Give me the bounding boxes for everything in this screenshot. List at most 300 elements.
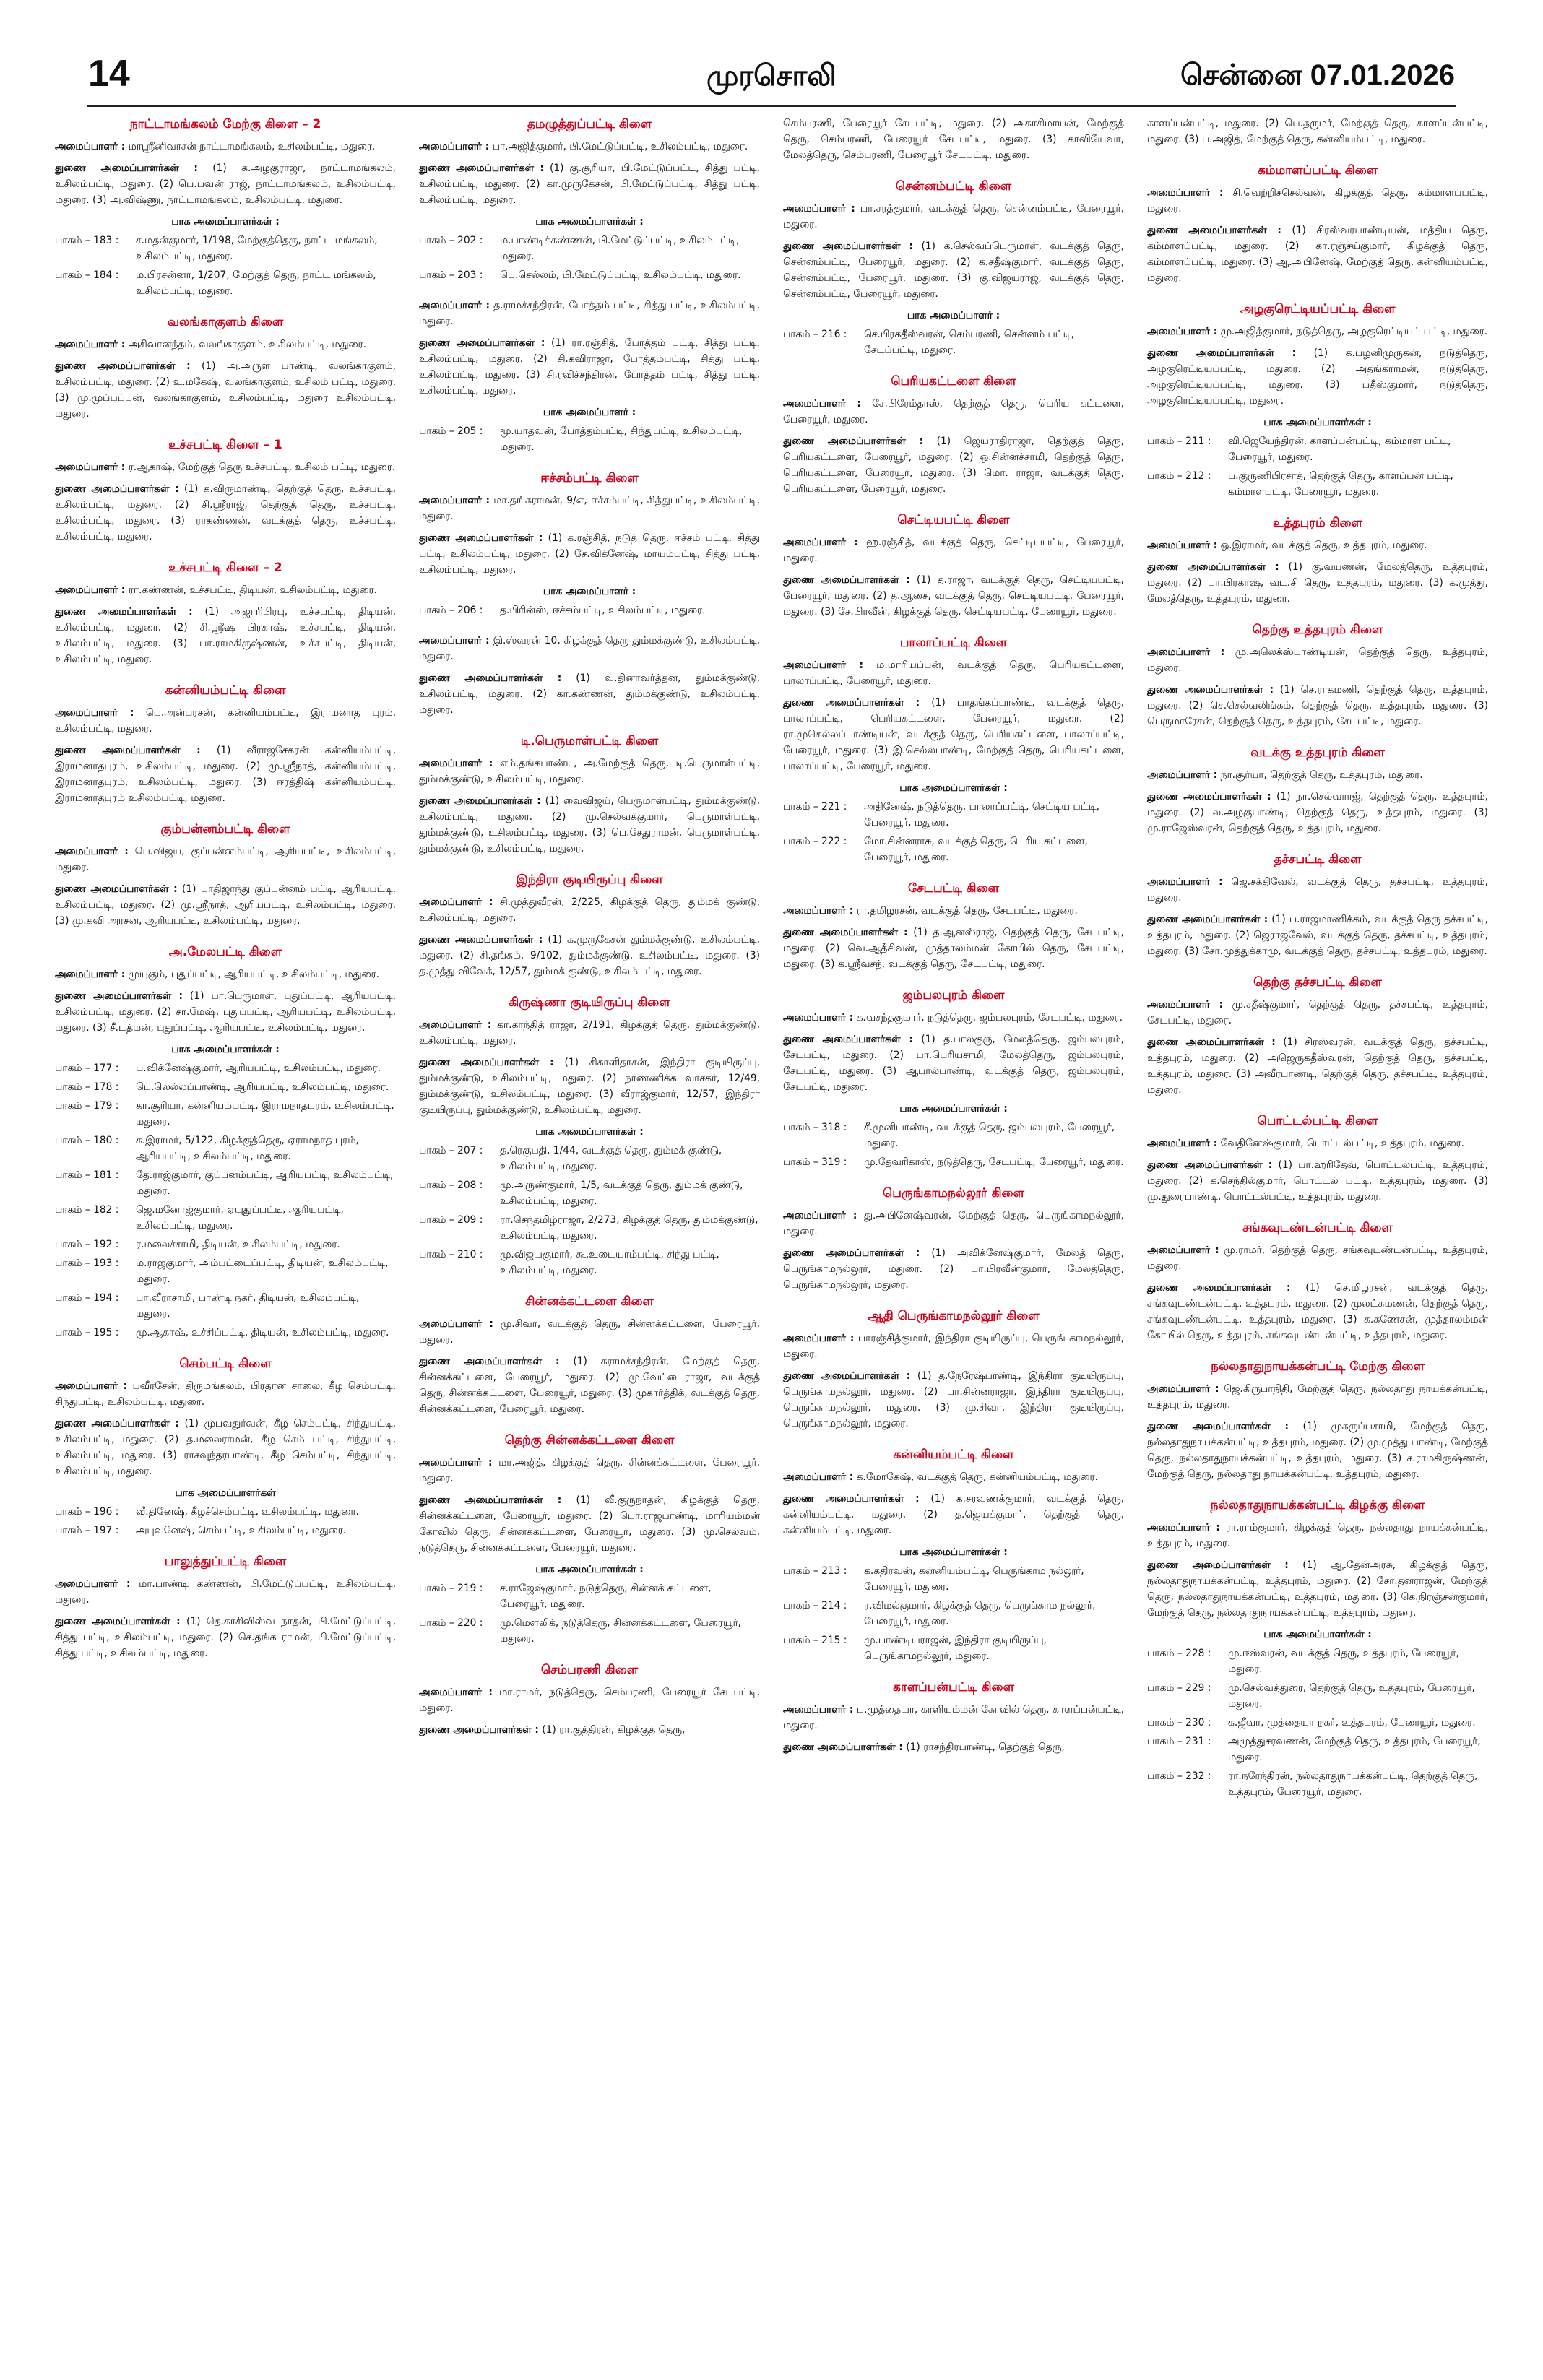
booth-member: ரா.நரேந்திரன், நல்லதாதுநாயக்கன்பட்டி, தெற்குத் தெரு, உத்தபுரம், பேரையூர், மதுரை.	[1228, 1770, 1478, 1798]
member-text: (1) கராமச்சந்திரன், மேற்குத் தெரு, சின்னக்கட்டளை, பேரையூர், மதுரை. (2) மு.வேட்டைராஜா, வடக்குத் தெரு, சின்னக்கட்டளை, பேரையூர், மதுரை. (3) முகார்த்திக், வடக்குத் தெரு, சின்னக்கட்டளை, பேரையூர், மதுரை.	[419, 1356, 761, 1415]
booth-member: அமுத்துசரவணன், மேற்குத் தெரு, உத்தபுரம், பேரையூர், மதுரை.	[1228, 1736, 1481, 1763]
booth-member: மூ.யாதவன், போத்தம்பட்டி, சிந்துபட்டி, உசிலம்பட்டி, மதுரை.	[500, 425, 743, 453]
member-paragraph	[783, 433, 1124, 497]
role-label: அமைப்பாளர் :	[783, 1012, 854, 1024]
member-text: இ.ஸ்வரன் 10, கிழக்குத் தெரு தும்மக்குண்டு, உசிலம்பட்டி, மதுரை.	[419, 635, 760, 662]
member-text: (1) ரா.குத்திரன், கிழக்குத் தெரு,	[538, 1724, 686, 1736]
booth-number: பாகம் – 202 :	[419, 235, 483, 246]
member-paragraph	[419, 493, 760, 524]
booth-number: பாகம் – 212 :	[1147, 470, 1211, 482]
member-text: மா.ராமர், நடுத்தெரு, செம்பரணி, பேரையூர் சேடபட்டி, மதுரை.	[419, 1687, 760, 1714]
member-paragraph	[783, 1031, 1124, 1095]
booth-number: பாகம் – 195 :	[55, 1327, 119, 1338]
member-paragraph	[1147, 997, 1488, 1029]
branch-heading: சங்கவுடண்டன்பட்டி கிளை	[1242, 1221, 1393, 1235]
booth-row	[55, 1202, 396, 1234]
member-text: (1) கு.வயணன், மேலத்தெரு, உத்தபுரம், மதுரை. (2) பா.பிரகாஷ், வட.சி தெரு, உத்தபுரம், மதுரை. (3) க.முத்து, மேலத்தெரு, உத்தபுரம், மதுரை.	[1147, 561, 1488, 605]
booth-row	[55, 1523, 396, 1539]
booth-heading: பாக அமைப்பாளர்கள் :	[899, 1546, 1008, 1558]
branch-heading: ஈச்சம்பட்டி கிளை	[540, 471, 639, 485]
member-paragraph	[1147, 1381, 1488, 1413]
role-label: துணை அமைப்பாளர்கள் :	[55, 745, 201, 756]
branch-section	[783, 178, 1124, 358]
member-paragraph	[1147, 1557, 1488, 1621]
booth-heading: பாக அமைப்பாளர்கள் :	[535, 1126, 644, 1138]
branch-section	[1147, 621, 1488, 730]
role-label: அமைப்பாளர் :	[55, 339, 126, 350]
branch-heading: பாலுத்துப்பட்டி கிளை	[164, 1554, 287, 1569]
branch-section	[55, 682, 396, 806]
member-paragraph	[55, 337, 396, 352]
member-text: (1) அவிக்னேஷ்குமார், மேலத் தெரு, பெருங்காமநல்லூர், மதுரை. (2) பா.பிரவீன்குமார், மேலத்தெரு, பெருங்காமநல்லூர், மதுரை.	[783, 1247, 1125, 1291]
member-text: (1) அஜாரிபிரபு, உச்சபட்டி, திடியன், உசிலம்பட்டி, மதுரை. (2) சி.ஸ்ரீஷ பிரகாஷ், உச்சபட்டி, திடியன், உசிலம்பட்டி, மதுரை. (3) பா.ராமகிருஷ்ணன், உச்சபட்டி, திடியன், உசிலம்பட்டி, மதுரை.	[55, 606, 396, 665]
member-text: (1) முபவதுர்வன், கீழ செம்பட்டி, சிந்துபட்டி, உசிலம்பட்டி, மதுரை. (2) த.மலைராமன், கீழ செம் பட்டி, சிந்துபட்டி, உசிலம்பட்டி, மதுரை. (3) ராசவுந்தரபாண்டி, கீழ செம்பட்டி, சிந்துபட்டி, உசிலம்பட்டி, மதுரை.	[55, 1418, 396, 1477]
booth-member: மு.ஆகாஷ், உச்சிப்பட்டி, திடியன், உசிலம்பட்டி, மதுரை.	[136, 1327, 389, 1338]
member-text: (1) செ.ராகமணி, தெற்குத் தெரு, உத்தபுரம், மதுரை. (2) செ.செல்வலிங்கம், தெற்குத் தெரு, உத்தபுரம், மதுரை. (3) பெருமாரேசன், தெற்குத் தெரு, உத்தபுரம், சேடபட்டி, மதுரை.	[1147, 684, 1488, 727]
role-label: அமைப்பாளர் :	[1147, 326, 1218, 337]
booth-member: செ.பிரகதீஸ்வரன், செம்பரணி, சென்னம் பட்டி, சேடப்பட்டி, மதுரை.	[864, 329, 1074, 356]
booth-row	[1147, 1645, 1488, 1677]
booth-number: பாகம் – 182 :	[55, 1204, 119, 1216]
booth-member: சீ.முனியாண்டி, வடக்குத் தெரு, ஜம்பலபுரம், பேரையூர், மதுரை.	[864, 1122, 1115, 1149]
role-label: துணை அமைப்பாளர்கள் :	[1147, 791, 1271, 802]
member-paragraph	[419, 894, 760, 926]
role-label: அமைப்பாளர் :	[55, 1578, 131, 1590]
role-label: அமைப்பாளர் :	[419, 300, 490, 311]
booth-member: பெ.செல்லம், பி.மேட்டுப்பட்டி, உசிலம்பட்டி, மதுரை.	[500, 269, 741, 281]
role-label: துணை அமைப்பாளர்கள் :	[419, 672, 562, 684]
booth-number: பாகம் – 207 :	[419, 1145, 483, 1156]
booth-row	[419, 602, 760, 618]
branch-heading: உச்சபட்டி கிளை – 2	[168, 561, 282, 575]
member-paragraph	[783, 1010, 1124, 1026]
member-text: (1) சிரஸ்வரன், வடக்குத் தெரு, தச்சபட்டி, உத்தபுரம், மதுரை. (2) அஜெருகதீஸ்வரன், தெற்குத் தெரு, தச்சபட்டி, உத்தபுரம், மதுரை. (3) அவீரபாண்டி, தெற்குத் தெரு, தச்சபட்டி, உத்தபுரம், மதுரை.	[1147, 1037, 1488, 1096]
role-label: அமைப்பாளர் :	[419, 758, 493, 769]
booth-row	[55, 1255, 396, 1287]
branch-section	[419, 1661, 760, 1738]
member-text: ப.முத்தையா, காளியம்மன் கோவில் தெரு, காளப்பன்பட்டி, மதுரை.	[783, 1704, 1124, 1731]
member-paragraph	[783, 572, 1124, 620]
booth-number: பாகம் – 222 :	[783, 836, 847, 847]
booth-row	[1147, 468, 1488, 500]
member-paragraph	[55, 743, 396, 806]
role-label: துணை அமைப்பாளர்கள் :	[419, 163, 545, 174]
role-label: அமைப்பாளர் :	[783, 1471, 854, 1483]
member-paragraph	[1147, 559, 1488, 607]
member-paragraph	[419, 1316, 760, 1348]
booth-row	[419, 1143, 760, 1174]
member-text: பா.சரத்குமார், வடக்குத் தெரு, சென்னம்பட்டி, பேரையூர், மதுரை.	[783, 203, 1124, 230]
member-paragraph	[55, 160, 396, 208]
booth-row	[419, 1177, 760, 1209]
member-text: மு.அஜித்குமார், நடுத்தெரு, அழகுரெட்டியப் பட்டி, மதுரை.	[1217, 326, 1488, 337]
member-paragraph	[783, 1245, 1124, 1293]
booth-row	[419, 1212, 760, 1244]
role-label: அமைப்பாளர் :	[783, 905, 854, 917]
member-paragraph	[783, 1208, 1124, 1239]
member-text: க.வசந்தகுமார், நடுத்தெரு, ஜம்பலபுரம், சேடபட்டி, மதுரை.	[853, 1012, 1123, 1024]
role-label: துணை அமைப்பாளர்கள் :	[55, 163, 198, 174]
branch-heading: நல்லதாதுநாயக்கன்பட்டி மேற்கு கிளை	[1211, 1359, 1425, 1374]
member-paragraph	[783, 1469, 1124, 1485]
booth-row	[55, 1167, 396, 1199]
booth-member: ர.மலைச்சாமி, திடியன், உசிலம்பட்டி, மதுரை.	[136, 1239, 340, 1250]
booth-member: மு.தேவரிகாஸ், நடுத்தெரு, சேடபட்டி, பேரையூர், மதுரை.	[864, 1156, 1124, 1168]
booth-heading: பாக அமைப்பாளர்கள் :	[171, 216, 280, 228]
role-label: துணை அமைப்பாளர்கள் :	[1147, 1421, 1289, 1432]
booth-number: பாகம் – 197 :	[55, 1525, 119, 1536]
member-paragraph	[783, 1330, 1124, 1362]
member-paragraph	[783, 535, 1124, 566]
booth-number: பாகம் – 319 :	[783, 1156, 847, 1168]
branch-section	[419, 298, 760, 455]
branch-section	[783, 373, 1124, 497]
member-paragraph	[419, 1354, 760, 1417]
member-text: பாரஞ்சித்குமார், இந்திரா குடியிருப்பு, பெருங் காமநல்லூர், மதுரை.	[783, 1333, 1124, 1360]
member-paragraph	[55, 139, 396, 155]
role-label: துணை அமைப்பாளர்கள் :	[783, 1741, 903, 1753]
booth-number: பாகம் – 205 :	[419, 425, 483, 437]
booth-member: மு.அருண்குமார், 1/5, வடக்குத் தெரு, தும்மக் குண்டு, உசிலம்பட்டி, மதுரை.	[500, 1180, 743, 1207]
branch-heading: பொட்டல்பட்டி கிளை	[1257, 1114, 1378, 1128]
column-2	[407, 116, 772, 2369]
member-text: மு.சிவா, வடக்குத் தெரு, சின்னக்கட்டளை, பேரையூர், மதுரை.	[419, 1318, 760, 1346]
booth-number: பாகம் – 179 :	[55, 1100, 119, 1112]
member-paragraph	[55, 604, 396, 667]
member-text: ஹ.ரஞ்சித், வடக்குத் தெரு, செட்டியபட்டி, பேரையூர், மதுரை.	[783, 537, 1124, 564]
member-paragraph	[419, 335, 760, 399]
booth-row	[783, 1154, 1124, 1170]
role-label: துணை அமைப்பாளர்கள் :	[419, 532, 543, 544]
booth-row	[783, 1563, 1124, 1595]
role-label: அமைப்பாளர் :	[55, 141, 126, 152]
booth-number: பாகம் – 206 :	[419, 605, 483, 616]
member-paragraph	[419, 670, 760, 718]
role-label: அமைப்பாளர் :	[783, 659, 863, 671]
member-text: து.அபினேஷ்வரன், மேற்குத் தெரு, பெருங்காமநல்லூர், மதுரை.	[783, 1210, 1124, 1237]
booth-member: ர.விமல்குமார், கிழக்குத் தெரு, பெருங்காம நல்லூர், பேரையூர், மதுரை.	[864, 1600, 1096, 1627]
member-paragraph	[1147, 912, 1488, 959]
booth-number: பாகம் – 193 :	[55, 1258, 119, 1269]
member-text: சி.முத்துவீரன், 2/225, கிழக்குத் தெரு, தும்மக் குண்டு, உசிலம்பட்டி, மதுரை.	[419, 896, 760, 924]
role-label: அமைப்பாளர் :	[783, 1704, 854, 1715]
booth-heading: பாக அமைப்பாளர்கள் :	[899, 782, 1008, 794]
branch-heading: பெருங்காமநல்லூர் கிளை	[883, 1186, 1024, 1200]
branch-section	[419, 469, 760, 618]
role-label: துணை அமைப்பாளர்கள் :	[1147, 1282, 1291, 1294]
booth-number: பாகம் – 178 :	[55, 1081, 119, 1093]
member-text: செம்பரணி, பேரையூர் சேடபட்டி, மதுரை. (2) அகாசிமாயன், மேற்குத் தெரு, செம்பரணி, பேரையூர் சேடபட்டி, மதுரை. (3) காவியேவா, மேலத்தெரு, செம்பரணி, பேரையூர் சேடபட்டி, மதுரை.	[783, 118, 1124, 161]
branch-heading: செட்டியபட்டி கிளை	[897, 513, 1010, 527]
role-label: அமைப்பாளர் :	[55, 969, 126, 980]
member-paragraph	[783, 396, 1124, 428]
role-label: துணை அமைப்பாளர்கள் :	[1147, 1037, 1276, 1048]
booth-number: பாகம் – 213 :	[783, 1565, 847, 1577]
member-text: (1) வைவிஜய், பெருமாள்பட்டி, தும்மக்குண்டு, உசிலம்பட்டி, மதுரை. (2) மு.செல்வக்குமார், பெருமாள்பட்டி, தும்மக்குண்டு, உசிலம்பட்டி, மதுரை. (3) பெ.சேதுராமன், பெருமாள்பட்டி, தும்மக்குண்டு, உசிலம்பட்டி, மதுரை.	[419, 795, 760, 854]
role-label: துணை அமைப்பாளர்கள் :	[419, 1057, 554, 1068]
role-label: அமைப்பாளர் :	[1147, 1138, 1218, 1149]
member-text: ம.மாரியப்பன், வடக்குத் தெரு, பெரியகட்டளை, பாலாப்பட்டி, பேரையூர், மதுரை.	[783, 659, 1124, 687]
member-paragraph	[783, 116, 1124, 163]
booth-member: மு.பாண்டியராஜன், இந்திரா குடியிருப்பு, பெருங்காமநல்லூர், மதுரை.	[864, 1635, 1047, 1662]
role-label: அமைப்பாளர் :	[1147, 1383, 1219, 1395]
booth-row	[55, 233, 396, 264]
member-text: ரா.ராம்குமார், கிழக்குத் தெரு, நல்லதாது நாயக்கன்பட்டி, உத்தபுரம், மதுரை.	[1147, 1522, 1488, 1549]
role-label: துணை அமைப்பாளர்கள் :	[55, 606, 193, 618]
booth-member: ரா.செந்தமிழ்ராஜா, 2/273, கிழக்குத் தெரு, தும்மக்குண்டு, உசிலம்பட்டி, மதுரை.	[500, 1214, 758, 1242]
member-text: பெ.விஜய, குப்பன்னம்பட்டி, ஆரியபட்டி, உசிலம்பட்டி, மதுரை.	[55, 846, 396, 873]
booth-member: வீ.தினேஷ், கீழச்செம்பட்டி, உசிலம்பட்டி, மதுரை.	[136, 1506, 359, 1518]
branch-section	[55, 943, 396, 1341]
booth-member: தே.ராஜ்குமார், குப்பனம்பட்டி, ஆரியபட்டி, உசிலம்பட்டி, மதுரை.	[136, 1169, 394, 1197]
branch-section	[419, 116, 760, 283]
member-paragraph	[1147, 222, 1488, 286]
booth-member: க.ஜீவா, முத்தையா நகர், உத்தபுரம், பேரையூர், மதுரை.	[1228, 1717, 1476, 1728]
branch-section	[783, 511, 1124, 620]
booth-row	[55, 1504, 396, 1520]
member-text: (1) த.ராஜா, வடக்குத் தெரு, செட்டியபட்டி, பேரையூர், மதுரை. (2) த.ஆசை, வடக்குத் தெரு, செட்டியபட்டி, பேரையூர், மதுரை. (3) சே.பிரவீன், கிழக்குத் தெரு, செட்டியபட்டி, பேரையூர், மதுரை.	[783, 574, 1124, 618]
role-label: அமைப்பாளர் :	[1147, 540, 1218, 551]
booth-heading: பாக அமைப்பாளர்கள் :	[171, 1044, 280, 1055]
branch-section	[55, 436, 396, 545]
role-label: துணை அமைப்பாளர்கள் :	[783, 927, 908, 938]
columns	[43, 116, 1500, 2369]
booth-heading: பாக அமைப்பாளர்கள் :	[1263, 1629, 1372, 1640]
booth-number: பாகம் – 203 :	[419, 269, 483, 281]
role-label: துணை அமைப்பாளர்கள் :	[783, 574, 910, 586]
branch-heading: சென்னம்பட்டி கிளை	[895, 179, 1012, 194]
member-paragraph	[419, 298, 760, 329]
role-label: துணை அமைப்பாளர்கள் :	[1147, 1159, 1273, 1171]
member-paragraph	[419, 633, 760, 665]
member-paragraph	[1147, 324, 1488, 339]
role-label: அமைப்பாளர் :	[1147, 999, 1224, 1011]
role-label: துணை அமைப்பாளர்கள் :	[783, 436, 924, 447]
booth-member: பா.வீராசாமி, பாண்டி நகர், திடியன், உசிலம்பட்டி, மதுரை.	[136, 1292, 360, 1320]
booth-row	[1147, 1715, 1488, 1731]
role-label: துணை அமைப்பாளர்கள் :	[419, 1494, 562, 1506]
member-text: அசிவானந்தம், வலங்காகுளம், உசிலம்பட்டி, மதுரை.	[125, 339, 367, 350]
member-text: (1) பா.ஹரிதேவ், பொட்டல்பட்டி, உத்தபுரம், மதுரை. (2) க.செந்தில்குமார், பொட்டல் பட்டி, உத்தபுரம், மதுரை. (3) மு.துரைபாண்டி, பொட்டல்பட்டி, உத்தபுரம், மதுரை.	[1147, 1159, 1488, 1203]
branch-heading: ஜம்பலபுரம் கிளை	[902, 988, 1005, 1003]
booth-member: அபுவனேஷ், செம்பட்டி, உசிலம்பட்டி, மதுரை.	[136, 1525, 347, 1536]
booth-heading: பாக அமைப்பாளர் :	[907, 310, 1000, 321]
branch-section	[1147, 514, 1488, 607]
member-text: (1) சிரஸ்வரபாண்டியன், மத்திய தெரு, கம்மாளப்பட்டி, மதுரை. (2) கா.ரஞ்சய்குமார், கிழக்குத் தெரு, கம்மாளப்பட்டி, மதுரை. (3) ஆ.அபினேஷ், மேற்குத் தெரு, கன்னியம்பட்டி, மதுரை.	[1147, 225, 1488, 284]
member-paragraph	[419, 160, 760, 208]
member-paragraph	[419, 1492, 760, 1556]
member-paragraph	[1147, 345, 1488, 409]
member-paragraph	[419, 1055, 760, 1118]
role-label: துணை அமைப்பாளர்கள் :	[419, 1356, 560, 1367]
role-label: துணை அமைப்பாளர்கள் :	[1147, 225, 1281, 236]
member-text: (1) ப.ராஜமாணிக்கம், வடக்குத் தெரு தச்சபட்டி, உத்தபுரம், மதுரை. (2) ஜெராஜவேல், வடக்குத் தெரு, தச்சபட்டி, உத்தபுரம், மதுரை. (3) சோ.முத்துக்காமு, வடக்குத் தெரு, தச்சபட்டி, உத்தபுரம், மதுரை.	[1147, 914, 1488, 957]
dateline: சென்னை 07.01.2026	[1180, 59, 1455, 91]
branch-heading: தெற்கு உத்தபுரம் கிளை	[1252, 623, 1383, 637]
member-text: சே.பிரேம்தாஸ், தெற்குத் தெரு, பெரிய கட்டளை, பேரையூர், மதுரை.	[783, 398, 1124, 425]
member-text: எம்.தங்கபாண்டி, அ.மேற்குத் தெரு, டி.பெருமாள்பட்டி, தும்மக்குண்டு, உசிலம்பட்டி, மதுரை.	[419, 758, 760, 785]
role-label: அமைப்பாளர் :	[55, 707, 134, 719]
booth-row	[55, 1325, 396, 1341]
member-paragraph	[783, 657, 1124, 689]
role-label: துணை அமைப்பாளர்கள் :	[1147, 1559, 1289, 1571]
role-label: அமைப்பாளர் :	[419, 1318, 493, 1330]
role-label: அமைப்பாளர் :	[1147, 646, 1225, 658]
member-text: (1) க.சரவணக்குமார், வடக்குத் தெரு, கன்னியம்பட்டி, மதுரை. (2) த.ஜெயக்குமார், தெற்குத் தெரு, கன்னியம்பட்டி, மதுரை.	[783, 1493, 1124, 1536]
member-text: சி.வெற்றிச்செல்வன், கிழக்குத் தெரு, கம்மாளப்பட்டி, மதுரை.	[1147, 187, 1488, 215]
booth-member: மு.விஜயகுமார், கூ.உடையாம்பட்டி, சிந்து பட்டி, உசிலம்பட்டி, மதுரை.	[500, 1249, 719, 1276]
branch-section	[783, 1185, 1124, 1293]
role-label: துணை அமைப்பாளர்கள் :	[783, 697, 920, 709]
branch-section	[783, 987, 1124, 1170]
booth-member: ம.பிரசன்னா, 1/207, மேற்குத் தெரு, நாட்ட மங்கலம், உசிலம்பட்டி, மதுரை.	[136, 269, 376, 297]
member-paragraph	[783, 1739, 1124, 1755]
booth-number: பாகம் – 183 :	[55, 235, 119, 246]
member-text: (1) க.செல்வப்பெருமாள், வடக்குத் தெரு, சென்னம்பட்டி, பேரையூர், மதுரை. (2) க.சதீஷ்குமார், வடக்குத் தெரு, சென்னம்பட்டி, பேரையூர், மதுரை. (3) கு.விஜயராஜ், வடக்குத் தெரு, சென்னம்பட்டி, பேரையூர், மதுரை.	[783, 241, 1124, 300]
branch-section	[783, 1679, 1124, 1755]
member-paragraph	[783, 1491, 1124, 1539]
role-label: துணை அமைப்பாளர்கள் :	[783, 241, 914, 252]
booth-row	[419, 267, 760, 283]
branch-heading: வலங்காகுளம் கிளை	[167, 315, 284, 329]
branch-section	[783, 1307, 1124, 1432]
branch-section	[783, 634, 1124, 865]
member-paragraph	[1147, 1242, 1488, 1274]
member-text: (1) த.நேரேஷ்பாண்டி, இந்திரா குடியிருப்பு, பெருங்காமநல்லூர், மதுரை. (2) பா.சின்னராஜா, இந்திரா குடியிருப்பு, பெருங்காமநல்லூர், மதுரை. (3) மு.சிவா, இந்திரா குடியிருப்பு, பெருங்காமநல்லூர், மதுரை.	[783, 1370, 1124, 1429]
member-paragraph	[783, 925, 1124, 972]
member-paragraph	[1147, 789, 1488, 836]
role-label: துணை அமைப்பாளர்கள் :	[1147, 684, 1274, 696]
branch-heading: சின்னக்கட்டளை கிளை	[525, 1294, 654, 1309]
booth-number: பாகம் – 196 :	[55, 1506, 119, 1518]
booth-member: ஜெ.மனோஜ்குமார், ஏயுதுப்பட்டி, ஆரியபட்டி, உசிலம்பட்டி, மதுரை.	[136, 1204, 344, 1232]
booth-member: த.பிரின்ஸ், ஈச்சம்பட்டி, உசிலம்பட்டி, மதுரை.	[500, 605, 706, 616]
role-label: அமைப்பாளர் :	[419, 896, 493, 908]
role-label: துணை அமைப்பாளர்கள் :	[55, 990, 183, 1002]
booth-member: ச.ராஜேஷ்குமார், நடுத்தெரு, சின்னக் கட்டளை, பேரையூர், மதுரை.	[500, 1583, 712, 1610]
booth-number: பாகம் – 229 :	[1147, 1682, 1211, 1694]
booth-row	[419, 1247, 760, 1278]
member-text: த.ராமச்சந்திரன், போத்தம் பட்டி, சித்து பட்டி, உசிலம்பட்டி, மதுரை.	[419, 300, 760, 327]
role-label: அமைப்பாளர் :	[1147, 1522, 1220, 1533]
branch-section	[783, 1446, 1124, 1664]
member-text: மு.சதீஷ்குமார், தெற்குத் தெரு, தச்சபட்டி, உத்தபுரம், சேடபட்டி, மதுரை.	[1147, 999, 1488, 1026]
member-paragraph	[783, 695, 1124, 774]
member-text: (1) பாதிஜாந்து குப்பன்னம் பட்டி, ஆரியபட்டி, உசிலம்பட்டி, மதுரை. (2) மு.ஸ்ரீநாத், ஆரியபட்டி, உசிலம்பட்டி, மதுரை. (3) மு.கவி அரசன், ஆரியபட்டி, உசிலம்பட்டி, மதுரை.	[55, 883, 397, 927]
booth-row	[55, 1098, 396, 1130]
role-label: துணை அமைப்பாளர்கள் :	[1147, 914, 1268, 925]
booth-row	[1147, 1768, 1488, 1800]
booth-row	[1147, 433, 1488, 465]
branch-section	[55, 313, 396, 422]
booth-member: ப.விக்னேஷ்குமார், ஆரியபட்டி, உசிலம்பட்டி, மதுரை.	[136, 1063, 381, 1074]
page-number: 14	[88, 53, 130, 95]
member-text: (1) த.பாலகுரு, மேலத்தெரு, ஜம்பலபுரம், சேடபட்டி, மதுரை. (2) பா.பெரியசாமி, மேலத்தெரு, ஜம்பலபுரம், சேடபட்டி, மதுரை. (3) ஆபால்பாண்டி, வடக்குத் தெரு, ஜம்பலபுரம், சேடபட்டி, மதுரை.	[783, 1034, 1124, 1093]
booth-heading: பாக அமைப்பாளர்கள் :	[899, 1103, 1008, 1115]
booth-member: மு.மௌலிக், நடுத்தெரு, சின்னக்கட்டளை, பேரையூர், மதுரை.	[500, 1617, 742, 1645]
member-text: (1) வ.தினாவர்த்தன, தும்மக்குண்டு, உசிலம்பட்டி, மதுரை. (2) கா.கண்ணன், தும்மக்குண்டு, உசிலம்பட்டி, மதுரை.	[419, 672, 760, 716]
member-text: (1) நா.செல்வராஜ், தெற்குத் தெரு, உத்தபுரம், மதுரை. (2) ல.அழகுபாண்டி, தெற்குத் தெரு, உத்தபுரம், மதுரை. (3) மு.ராஜேஸ்வரன், தெற்குத் தெரு, உத்தபுரம், மதுரை.	[1147, 791, 1489, 834]
member-paragraph	[55, 1614, 396, 1661]
role-label: அமைப்பாளர் :	[55, 462, 126, 473]
member-paragraph	[419, 1017, 760, 1049]
member-text: (1) வீராஜசேகரன் கன்னியம்பட்டி, இராமனாதபுரம், உசிலம்பட்டி, மதுரை. (2) மு.ஸ்ரீநாத், கன்னியம்பட்டி, இராமனாதபுரம், உசிலம்பட்டி, மதுரை. (3) ஈரத்திஷ் கன்னியம்பட்டி, இராமனாதபுரம் உசிலம்பட்டி, மதுரை.	[55, 745, 396, 804]
member-paragraph	[55, 1576, 396, 1608]
role-label: துணை அமைப்பாளர்கள் :	[55, 883, 178, 895]
booth-number: பாகம் – 211 :	[1147, 436, 1211, 447]
role-label: அமைப்பாளர் :	[419, 635, 490, 646]
column-3	[772, 116, 1136, 2369]
member-paragraph	[55, 1416, 396, 1479]
role-label: அமைப்பாளர் :	[1147, 769, 1218, 781]
branch-heading: உத்தபுரம் கிளை	[1273, 516, 1362, 530]
booth-row	[55, 1290, 396, 1322]
member-paragraph	[55, 844, 396, 875]
booth-row	[783, 1120, 1124, 1151]
member-text: (1) பாதங்கப்பாண்டி, வடக்குத் தெரு, பாலாப்பட்டி, பெரியகட்டளை, பேரையூர், மதுரை. (2) ரா.முகெல்லப்பாண்டியன், வடக்குத் தெரு, பெரியகட்டளை, பாலாப்பட்டி, பேரையூர், மதுரை. (3) இ.செல்லபாண்டி, மேற்குத் தெரு, பெரியகட்டளை, பாலாப்பட்டி, பேரையூர், மதுரை.	[783, 697, 1124, 772]
booth-number: பாகம் – 228 :	[1147, 1648, 1211, 1659]
booth-number: பாகம் – 208 :	[419, 1180, 483, 1191]
role-label: அமைப்பாளர் :	[55, 1380, 128, 1392]
booth-heading: பாக அமைப்பாளர்கள் :	[535, 1564, 644, 1575]
role-label: துணை அமைப்பாளர்கள் :	[55, 1418, 179, 1429]
role-label: துணை அமைப்பாளர்கள் :	[1147, 347, 1297, 359]
branch-heading: கன்னியம்பட்டி கிளை	[893, 1448, 1014, 1462]
booth-number: பாகம் – 221 :	[783, 801, 847, 813]
branch-section	[1147, 1497, 1488, 1800]
branch-section	[1147, 1358, 1488, 1482]
branch-heading: பாலாப்பட்டி கிளை	[899, 636, 1008, 650]
member-text: ஒ.இராமர், வடக்குத் தெரு, உத்தபுரம், மதுரை.	[1217, 540, 1427, 551]
member-text: ரா.தமிழரசன், வடக்குத் தெரு, சேடபட்டி, மதுரை.	[853, 905, 1078, 917]
member-paragraph	[419, 139, 760, 155]
branch-section	[419, 1293, 760, 1417]
branch-heading: தெற்கு தச்சபட்டி கிளை	[1253, 975, 1382, 990]
booth-row	[419, 233, 760, 264]
booth-number: பாகம் – 215 :	[783, 1635, 847, 1646]
role-label: துணை அமைப்பாளர்கள் :	[783, 1493, 920, 1505]
role-label: துணை அமைப்பாளர்கள் :	[419, 934, 543, 945]
booth-row	[783, 799, 1124, 831]
header-rule	[87, 105, 1456, 107]
member-text: (1) அ.அருள பாண்டி, வலங்காகுளம், உசிலம்பட்டி, மதுரை. (2) உ.மகேஷ், வலங்காகுளம், உசிலம் பட்டி, மதுரை. (3) மு.முப்பப்பன், வலங்காகுளம், உசிலம்பட்டி, மதுரை உசிலம்பட்டி, மதுரை.	[55, 360, 396, 420]
branch-section	[783, 880, 1124, 972]
member-paragraph	[783, 1702, 1124, 1734]
role-label: அமைப்பாளர் :	[783, 1333, 855, 1344]
role-label: அமைப்பாளர் :	[1147, 187, 1224, 199]
member-paragraph	[1147, 537, 1488, 553]
role-label: அமைப்பாளர் :	[783, 537, 858, 548]
branch-heading: தெற்கு சின்னக்கட்டளை கிளை	[504, 1433, 675, 1448]
member-paragraph	[783, 201, 1124, 233]
booth-number: பாகம் – 209 :	[419, 1214, 483, 1226]
member-text: மு.ராமர், தெற்குத் தெரு, சங்கவுடண்டன்பட்டி, உத்தபுரம், மதுரை.	[1147, 1245, 1489, 1272]
branch-section	[1147, 300, 1488, 500]
booth-member: மு.ஈஸ்வரன், வடக்குத் தெரு, உத்தபுரம், பேரையூர், மதுரை.	[1228, 1648, 1459, 1675]
member-text: முயுகும், புதுப்பட்டி, ஆரியபட்டி, உசிலம்பட்டி, மதுரை.	[125, 969, 380, 980]
role-label: துணை அமைப்பாளர்கள் :	[783, 1370, 911, 1382]
role-label: அமைப்பாளர் :	[783, 1210, 857, 1221]
role-label: துணை அமைப்பாளர்கள் :	[55, 360, 191, 372]
member-paragraph	[55, 358, 396, 422]
booth-number: பாகம் – 184 :	[55, 269, 119, 281]
booth-member: க.இராமர், 5/122, கிழக்குத்தெரு, ஏராமநாத புரம், ஆரியபட்டி, உசிலம்பட்டி, மதுரை.	[136, 1135, 359, 1162]
booth-member: ம.ராஜகுமார், அம்பட்டைப்பட்டி, திடியன், உசிலம்பட்டி, மதுரை.	[136, 1258, 389, 1285]
member-text: (1) க.விருமாண்டி, தெற்குத் தெரு, உச்சபட்டி, உசிலம்பட்டி, மதுரை. (2) சி.ஸ்ரீராஜ், தெற்குத் தெரு, உச்சபட்டி, உசிலம்பட்டி, மதுரை. (3) ராகண்ணன், வடக்குத் தெரு, உச்சபட்டி, உசிலம்பட்டி, மதுரை.	[55, 483, 396, 542]
branch-section	[783, 116, 1124, 163]
role-label: அமைப்பாளர் :	[419, 1687, 493, 1698]
branch-heading: டி.பெருமாள்பட்டி கிளை	[520, 734, 659, 748]
